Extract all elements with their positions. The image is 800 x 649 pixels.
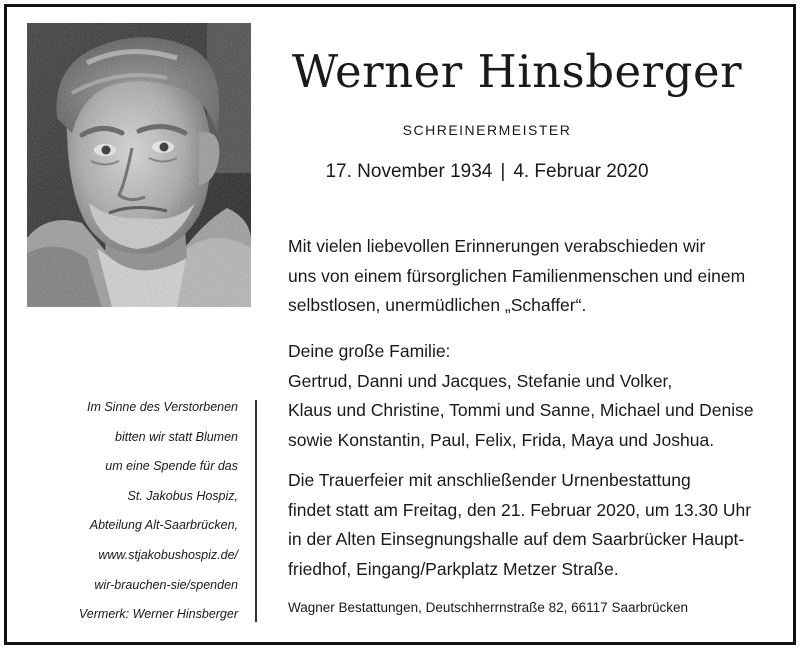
donation-url-line: www.stjakobushospiz.de/ bbox=[98, 547, 238, 562]
donation-note bbox=[47, 393, 238, 630]
donation-line: Abteilung Alt-Saarbrücken, bbox=[89, 518, 238, 533]
birth-date: 17. November 1934 bbox=[325, 161, 493, 182]
donation-url-line: wir-brauchen-sie/spenden bbox=[94, 577, 238, 592]
deceased-name: Werner Hinsberger bbox=[291, 45, 743, 98]
life-dates bbox=[267, 161, 707, 183]
ceremony-line: findet statt am Freitag, den 21. Februar 2020, um 13.30 Uhr bbox=[288, 499, 752, 520]
family-line: Klaus und Christine, Tommi und Sanne, Michael und Denise bbox=[288, 400, 754, 420]
death-date: 4. Februar 2020 bbox=[513, 161, 649, 182]
donation-line: Vermerk: Werner Hinsberger bbox=[78, 607, 238, 622]
date-separator: | bbox=[500, 161, 506, 182]
ceremony-line: friedhof, Eingang/Parkplatz Metzer Straße. bbox=[288, 558, 619, 579]
ceremony-line: Die Trauerfeier mit anschließender Urnenbestattung bbox=[288, 470, 691, 490]
family-line: Deine große Familie: bbox=[288, 341, 451, 361]
family-text bbox=[288, 337, 754, 455]
donation-line: Im Sinne des Verstorbenen bbox=[86, 400, 238, 414]
farewell-line: selbstlosen, unermüdlichen „Schaffer“. bbox=[288, 295, 587, 315]
funeral-home: Wagner Bestattungen, Deutschherrnstraße 82, 66117 Saarbrücken bbox=[288, 600, 688, 615]
obituary-frame bbox=[4, 4, 796, 645]
donation-line: St. Jakobus Hospiz, bbox=[127, 488, 238, 503]
ceremony-line: in der Alten Einsegnungshalle auf dem Saarbrücker Haupt- bbox=[288, 529, 745, 549]
donation-line: bitten wir statt Blumen bbox=[115, 429, 238, 444]
family-line: Gertrud, Danni und Jacques, Stefanie und Volker, bbox=[288, 370, 673, 391]
divider-line bbox=[255, 400, 257, 622]
donation-line: um eine Spende für das bbox=[105, 459, 238, 474]
portrait-photo bbox=[27, 23, 251, 307]
ceremony-text bbox=[288, 466, 751, 584]
farewell-text bbox=[288, 232, 745, 321]
profession: SCHREINERMEISTER bbox=[402, 122, 572, 138]
farewell-line: uns von einem fürsorglichen Familienmenschen und einem bbox=[288, 265, 746, 286]
farewell-line: Mit vielen liebevollen Erinnerungen verabschieden wir bbox=[288, 236, 706, 256]
family-line: sowie Konstantin, Paul, Felix, Frida, Maya und Joshua. bbox=[288, 429, 715, 450]
